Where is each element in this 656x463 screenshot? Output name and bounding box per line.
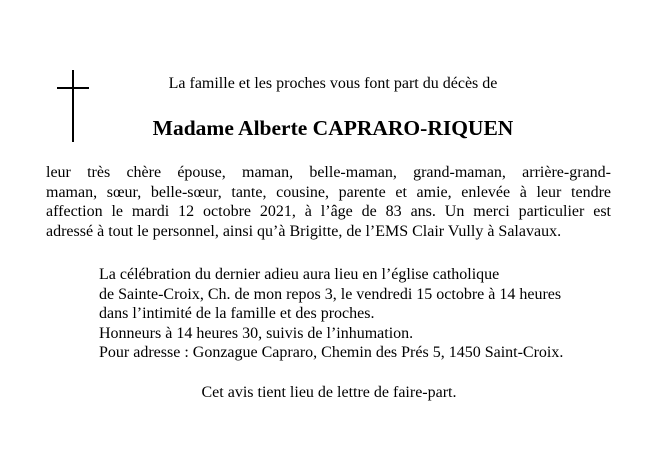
footer-note: Cet avis tient lieu de lettre de faire-part.	[201, 384, 457, 401]
announcement-line: leur très chère épouse, maman, belle-maman, grand-maman, arrière-grand-	[46, 164, 611, 181]
deceased-name: Madame Alberte CAPRARO-RIQUEN	[152, 116, 514, 140]
ceremony-line: dans l’intimité de la famille et des proches.	[99, 305, 375, 323]
ceremony-line: La célébration du dernier adieu aura lieu en l’église catholique	[99, 266, 500, 283]
announcement-line: adressé à tout le personnel, ainsi qu’à Brigitte, de l’EMS Clair Vully à Salavaux.	[46, 222, 562, 240]
ceremony-line: de Sainte-Croix, Ch. de mon repos 3, le vendredi 15 octobre à 14 heures	[99, 285, 562, 303]
announcement-line: maman, sœur, belle-sœur, tante, cousine, parente et amie, enlevée à leur tendre	[46, 183, 611, 201]
announcement-paragraph	[46, 163, 611, 241]
ceremony-line: Pour adresse : Gonzague Capraro, Chemin des Prés 5, 1450 Saint-Croix.	[99, 344, 564, 362]
ceremony-paragraph	[99, 265, 629, 363]
announcement-line: affection le mardi 12 octobre 2021, à l’âge de 83 ans. Un merci particulier est	[46, 203, 611, 220]
intro-text: La famille et les proches vous font part du décès de	[168, 75, 498, 92]
ceremony-line: Honneurs à 14 heures 30, suivis de l’inhumation.	[99, 324, 414, 342]
